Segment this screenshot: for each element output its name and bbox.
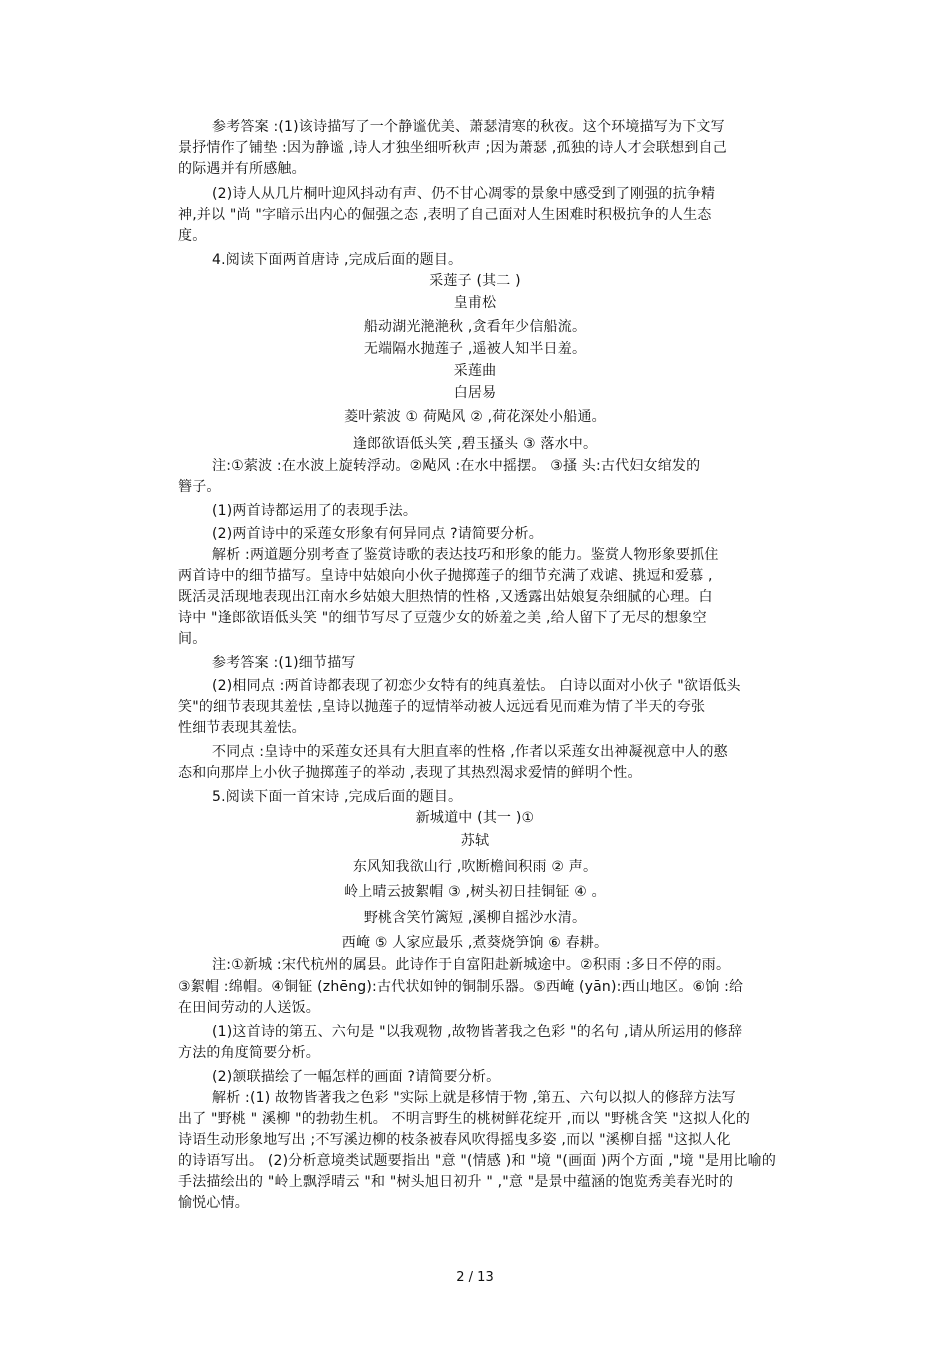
poem-line: 逢郎欲语低头笑 ,碧玉搔头 ③ 落水中。 [352,436,598,452]
answer-line: 性细节表现其羞怯。 [178,720,306,736]
question-item: 方法的角度简要分析。 [178,1045,320,1061]
answer-line: (2)相同点 :两首诗都表现了初恋少女特有的纯真羞怯。 白诗以面对小伙子 "欲语低头 [212,678,741,694]
note-line: 注:①新城 :宋代杭州的属县。此诗作于自富阳赴新城途中。②积雨 :多日不停的雨。 [212,957,731,973]
analysis-line: 既活灵活现地表现出江南水乡姑娘大胆热情的性格 ,又透露出姑娘复杂细腻的心理。白 [178,589,713,605]
poem-line: 船动湖光滟滟秋 ,贪看年少信船流。 [363,319,587,335]
analysis-line: 诗语生动形象地写出 ;不写溪边柳的枝条被春风吹得摇曳多姿 ,而以 "溪柳自摇 "这拟人化 [178,1132,731,1148]
page-number: 2 / 13 [456,1270,494,1285]
poem-line: 菱叶萦波 ① 荷飐风 ② ,荷花深处小船通。 [344,409,606,425]
question-item: (2)颔联描绘了一幅怎样的画面 ?请简要分析。 [212,1069,501,1085]
answer-line: 参考答案 :(1)该诗描写了一个静谧优美、萧瑟清寒的秋夜。这个环境描写为下文写 [212,119,725,135]
analysis-line: 出了 "野桃 " 溪柳 "的勃勃生机。 不明言野生的桃树鲜花绽开 ,而以 "野桃含笑 "这拟人化的 [178,1111,751,1127]
note-line: 注:①萦波 :在水波上旋转浮动。②飐风 :在水中摇摆。 ③搔 头:古代妇女绾发的 [212,458,701,474]
analysis-line: 间。 [178,631,207,647]
question-item: (1)两首诗都运用了的表现手法。 [212,503,418,519]
answer-line: 的际遇并有所感触。 [178,161,306,177]
answer-line: 不同点 :皇诗中的采莲女还具有大胆直率的性格 ,作者以采莲女出神凝视意中人的憨 [212,744,728,760]
analysis-line: 诗中 "逢郎欲语低头笑 "的细节写尽了豆蔻少女的娇羞之美 ,给人留下了无尽的想象空 [178,610,707,626]
question-item: (1)这首诗的第五、六句是 "以我观物 ,故物皆著我之色彩 "的名句 ,请从所运用的修辞 [212,1024,743,1040]
answer-line: (2)诗人从几片桐叶迎风抖动有声、仍不甘心凋零的景象中感受到了刚强的抗争精 [212,186,716,202]
question-heading: 4.阅读下面两首唐诗 ,完成后面的题目。 [212,252,463,268]
answer-line: 景抒情作了铺垫 :因为静谧 ,诗人才独坐细听秋声 ;因为萧瑟 ,孤独的诗人才会联想到自己 [178,140,727,156]
answer-line: 笑"的细节表现其羞怯 ,皇诗以抛莲子的逗情举动被人远远看见而难为情了半天的夸张 [178,699,706,715]
poem-title: 采莲子 (其二 ) [429,273,521,289]
analysis-line: 手法描绘出的 "岭上飘浮晴云 "和 "树头旭日初升 " ,"意 "是景中蕴涵的饱览秀美春光时的 [178,1174,734,1190]
answer-line: 态和向那岸上小伙子抛掷莲子的举动 ,表现了其热烈渴求爱情的鲜明个性。 [178,765,642,781]
analysis-line: 两首诗中的细节描写。皇诗中姑娘向小伙子抛掷莲子的细节充满了戏谑、挑逗和爱慕 , [178,568,713,584]
poem-line: 西崦 ⑤ 人家应最乐 ,煮葵烧笋饷 ⑥ 春耕。 [341,935,609,951]
poem-author: 白居易 [453,385,497,401]
poem-line: 野桃含笑竹篱短 ,溪柳自摇沙水清。 [363,910,587,926]
poem-line: 东风知我欲山行 ,吹断檐间积雨 ② 声。 [352,859,598,875]
poem-author: 苏轼 [460,833,490,849]
analysis-line: 解析 :两道题分别考查了鉴赏诗歌的表达技巧和形象的能力。鉴赏人物形象要抓住 [212,547,719,563]
note-line: ③絮帽 :绵帽。④铜钲 (zhēng):古代状如钟的铜制乐器。⑤西崦 (yān):西山地区。⑥饷 :给 [178,979,744,995]
question-item: (2)两首诗中的采莲女形象有何异同点 ?请简要分析。 [212,526,543,542]
poem-title: 采莲曲 [453,363,497,379]
analysis-line: 的诗语写出。 (2)分析意境类试题要指出 "意 "(情感 )和 "境 "(画面 )两个方面 ,"境 "是用比喻的 [178,1153,777,1169]
question-heading: 5.阅读下面一首宋诗 ,完成后面的题目。 [212,789,463,805]
poem-title: 新城道中 (其一 )① [415,810,535,826]
poem-line: 无端隔水抛莲子 ,遥被人知半日羞。 [363,341,587,357]
analysis-line: 愉悦心情。 [178,1195,249,1211]
note-line: 在田间劳动的人送饭。 [178,1000,320,1016]
answer-line: 参考答案 :(1)细节描写 [212,655,356,671]
note-line: 簪子。 [178,479,221,495]
poem-line: 岭上晴云披絮帽 ③ ,树头初日挂铜钲 ④ 。 [344,884,606,900]
poem-author: 皇甫松 [453,295,497,311]
analysis-line: 解析 :(1) 故物皆著我之色彩 "实际上就是移情于物 ,第五、六句以拟人的修辞方法写 [212,1090,736,1106]
answer-line: 度。 [178,228,207,244]
answer-line: 神,并以 "尚 "字暗示出内心的倔强之态 ,表明了自己面对人生困难时积极抗争的人生态 [178,207,712,223]
